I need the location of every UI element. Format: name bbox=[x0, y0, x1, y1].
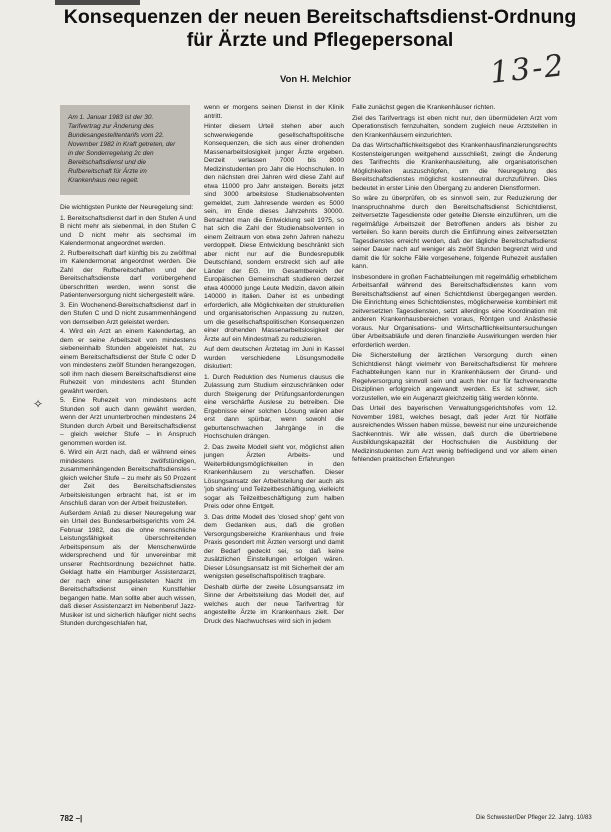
author-byline: Von H. Melchior bbox=[280, 74, 352, 85]
column-2 bbox=[204, 104, 344, 628]
col3-p5: Insbesondere in großen Fachabteilungen mit regelmäßig erheblichem Arbeitsanfall während des Bereitschaftsdienstes kann vom Bereitschaftsdienst auf einen Schichtdienst übergegangen werden. Die Einrichtung eines Schichtdienstes, möglicherweise kombiniert mit zeitversetzten Tagesdiensten, setzt allerdings eine Koordination mit anderen Krankenhausbereichen voraus, Röntgen und Anästhesie voraus. Nur Organisations- und Wirtschaftlichkeitsuntersuchungen über Arbeitsabläufe und deren finanzielle Auswirkungen werden hier erforderlich werden. bbox=[352, 273, 557, 349]
rule-item-6: 6. Wird ein Arzt nach, daß er während eines mindestens zwölfstündigen, zusammenhängenden Bereitschaftsdienstes – gleich welcher Stufe – zu mehr als 50 Prozent der Zeit des Bereitschaftsdienstes Arbeitsleistungen erbracht hat, ist er im Anschluß daran von der Arbeit freizustellen. bbox=[60, 449, 196, 507]
col3-p6: Die Sicherstellung der ärztlichen Versorgung durch einen Schichtdienst hängt vielmehr von Bereitschaftsdienst für mehrere Fachabteilungen kann nur in Krankenhäusern der Grund- und Regelversorgung sinnvoll sein und auch hier nur für fachverwandte Disziplinen erfolgreich angewandt werden. Es ist schwer, sich vorzustellen, wie ein Augenarzt gleichzeitig tätig werden könnte. bbox=[352, 352, 557, 402]
top-strip bbox=[55, 0, 140, 5]
column-1 bbox=[60, 204, 196, 631]
rule-item-5: 5. Eine Ruhezeit von mindestens acht Stunden soll auch dann gewährt werden, wenn der Arzt ununterbrochen mindestens 24 Stunden durch Arbeit und Bereitschaftsdienst – gleich welcher Stufe – in Anspruch genommen worden ist. bbox=[60, 397, 196, 447]
col1-tail: Außerdem Anlaß zu dieser Neuregelung war ein Urteil des Bundesarbeitsgerichts vom 24. Februar 1982, das die ohne menschliche Leistungsfähigkeit überschreitenden Arbeitspensum als der Menschenwürde widersprechend und für unvereinbar mit unserer Rechtsordnung bezeichnet hatte. Geklagt hatte ein Hamburger Assistenzarzt, der nach einer ausgelasteten Nacht im Bereitschaftsdienst einen Kunstfehler begangen hatte. Man sollte aber auch wissen, daß dieser Assistenzarzt im Nebenberuf Jazz-Musiker ist und sicherlich häufiger nicht sechs Stunden durchgeschlafen hat, bbox=[60, 509, 196, 627]
col3-p1: Falle zunächst gegen die Krankenhäuser richten. bbox=[352, 104, 496, 111]
rule-item-1: 1. Bereitschaftsdienst darf in den Stufen A und B nicht mehr als siebenmal, in den Stufen C und D nicht mehr als sechsmal im Kalendermonat angeordnet werden. bbox=[60, 214, 196, 247]
rules-list bbox=[60, 215, 196, 509]
col3-p3: Da das Wirtschaftlichkeitsgebot des Krankenhausfinanzierungsrechts Kostensteigerungen weitgehend ausschließt, zwingt die Änderung des Tarifrechts die Krankenhausleitung, alle organisatorischen Möglichkeiten auszuschöpfen, um die Neuregelung des Bereitschaftsdienstes möglichst kostenneutral durchzuführen. Dies bedeutet in erster Linie den Übergang zu anderen Dienstformen. bbox=[352, 142, 557, 192]
col3-p7: Das Urteil des bayerischen Verwaltungsgerichtshofes vom 12. November 1981, welches besagt, daß jeder Arzt für Notfälle ausreichendes Wissen haben müsse, beweist nur eine unzureichende Sachkenntnis. Wir alle wissen, daß durch die übertriebene Ausbildungskapazität der Hochschulen die Ausbildung der Medizinstudenten zum Arzt wenig befriedigend und vor allem einen fehlenden praktischen Erfahrungen bbox=[352, 405, 557, 463]
page-mark: –| bbox=[75, 814, 83, 823]
page-footer-left bbox=[60, 814, 82, 823]
journal-footer: Die Schwester/Der Pfleger 22. Jahrg. 10/83 bbox=[476, 815, 592, 821]
col2-p2: Hinter diesem Urteil stehen aber auch schwerwiegende gesellschaftspolitische Konsequenzen, die sich aus einer drohenden Massenarbeitslosigkeit junger Ärzte ergeben. Derzeit verlassen 7000 bis 8000 Medizinstudenten pro Jahr die Hochschulen. In den nächsten drei Jahren wird diese Zahl auf etwa 11000 pro Jahr ansteigen. Bereits jetzt sind 3000 arbeitslose Studienabsolventen gemeldet, zum Jahresende werden es 5000 sein, im Ende dieses Jahrzehnts 30000. Betrachtet man die Entwicklung seit 1975, so hat sich die Zahl der Studienabsolventen in einem Zeitraum von etwa zehn Jahren nahezu verdoppelt. Diese Entwicklung beschränkt sich aber nicht nur auf die Bundesrepublik Deutschland, sondern erstreckt sich auf alle Länder der EG. Im Gesamtbereich der Europäischen Gemeinschaft studieren derzeit etwa 400000 junge Leute Medizin, davon allein 140000 in Italien. Daher ist es unbedingt erforderlich, alle Möglichkeiten der strukturellen und organisatorischen Anpassung zu nutzen, um die gesellschaftspolitischen Konsequenzen einer drohenden Massenarbeitslosigkeit der Ärzte auf ein Mindestmaß zu reduzieren. bbox=[204, 123, 344, 343]
rule-item-3: 3. Ein Wochenend-Bereitschaftsdienst darf in den Stufen C und D nicht zusammenhängend von demselben Arzt geleistet werden. bbox=[60, 301, 196, 326]
rule-item-4: 4. Wird ein Arzt an einem Kalendertag, an dem er seine Arbeitszeit von mindestens siebeneinhalb Stunden abgeleistet hat, zu einem Bereitschaftsdienst der Stufe C oder D von mindestens zwölf Stunden herangezogen, soll ihm nach diesem Bereitschaftsdienst eine Ruhezeit von mindestens acht Stunden gewährt werden. bbox=[60, 328, 196, 395]
column-3 bbox=[352, 104, 557, 467]
col3-p4: So wäre zu überprüfen, ob es sinnvoll sein, zur Reduzierung der Inanspruchnahme durch den Bereitschaftsdienst Schichtdienst, zeitversetzte Tagesdienste oder geteilte Dienste einzuführen, um die regelmäßige Arbeitszeit der Betroffenen anders als bisher zu verteilen. So kann bereits durch die Einführung eines zeitversetzten Tagesdienstes erreicht werden, daß der tägliche Bereitschaftsdienst seiner Dauer nach auf weniger als zwölf Stunden begrenzt wird und damit die für solche Fälle vorgesehene, folgende Ruhezeit ausfallen kann. bbox=[352, 195, 557, 270]
col2-p1: wenn er morgens seinen Dienst in der Klinik antritt. bbox=[204, 104, 344, 120]
col3-p2: Ziel des Tarifvertrags ist eben nicht nur, den übermüdeten Arzt vom Operationstisch fernzuhalten, sondern zugleich neue Arztstellen in den Krankenhäusern einzurichten. bbox=[352, 114, 557, 139]
col2-p6: 3. Das dritte Modell des 'closed shop' geht von dem Gedanken aus, daß die großen Versorgungsbereiche Krankenhaus und freie Praxis gesondert mit Ärzten versorgt und damit der Bedarf gedeckt sei, so daß keine zusätzlichen Einstellungen erfolgen wären. Dieser Lösungsansatz ist mit Sicherheit der am wenigsten gesellschaftspolitisch tragbare. bbox=[204, 513, 344, 580]
col2-p4: 1. Durch Reduktion des Numerus clausus die Zulassung zum Studium einzuschränken oder durch Steigerung der Prüfungsanforderungen eine verschärfte Auslese zu betreiben. Die Ergebnisse einer solchen Lösung wären aber erst dann spürbar, wenn sowohl die geburtenschwachen Jahrgänge in die Hochschulen drängen. bbox=[204, 373, 344, 440]
col2-p7: Deshalb dürfte der zweite Lösungsansatz im Sinne der Arbeitsteilung das Modell der, auf welches auch der neue Tarifvertrag für angestellte Ärzte im Krankenhaus zielt. Der Druck des Nachwuchses wird sich in jedem bbox=[204, 583, 344, 625]
col1-lead: Die wichtigsten Punkte der Neuregelung sind: bbox=[60, 204, 194, 211]
handwritten-annotation: 13-2 bbox=[488, 48, 568, 91]
margin-mark: ✧ bbox=[33, 397, 44, 411]
article-title bbox=[40, 6, 600, 52]
intro-box: Am 1. Januar 1983 ist der 30. Tarifvertrag zur Änderung des Bundesangestelltentarifs vom 22. November 1982 in Kraft getreten, der in der Sonderregelung 2c den Bereitschaftsdienst und die Rufbereitschaft für Ärzte im Krankenhaus neu regelt. bbox=[60, 105, 190, 195]
col2-p3: Auf dem deutschen Ärztetag im Juni in Kassel wurden verschiedene Lösungsmodelle diskutiert: bbox=[204, 346, 344, 370]
rule-item-2: 2. Rufbereitschaft darf künftig bis zu zwölfmal im Kalendermonat angeordnet werden. Die Zahl der Rufbereitschaften und der Bereitschaftsdienste darf vorübergehend überschritten werden, wenn sonst die Patientenversorgung nicht sichergestellt wäre. bbox=[60, 249, 196, 299]
col2-p5: 2. Das zweite Modell sieht vor, möglichst allen jungen Ärzten Arbeits- und Weiterbildungsmöglichkeiten in den Krankenhäusern zu verschaffen. Dieser Lösungsansatz der Arbeitsteilung der auch als 'job sharing' und Teilzeitbeschäftigung, vielleicht sogar als Teilzeitbeschäftigung zum halben Preis oder ohne Entgelt. bbox=[204, 443, 344, 510]
title-line-2: für Ärzte und Pflegepersonal bbox=[186, 29, 454, 51]
page-number: 782 bbox=[60, 814, 74, 823]
title-line-1: Konsequenzen der neuen Bereitschaftsdienst-Ordnung bbox=[63, 6, 577, 28]
